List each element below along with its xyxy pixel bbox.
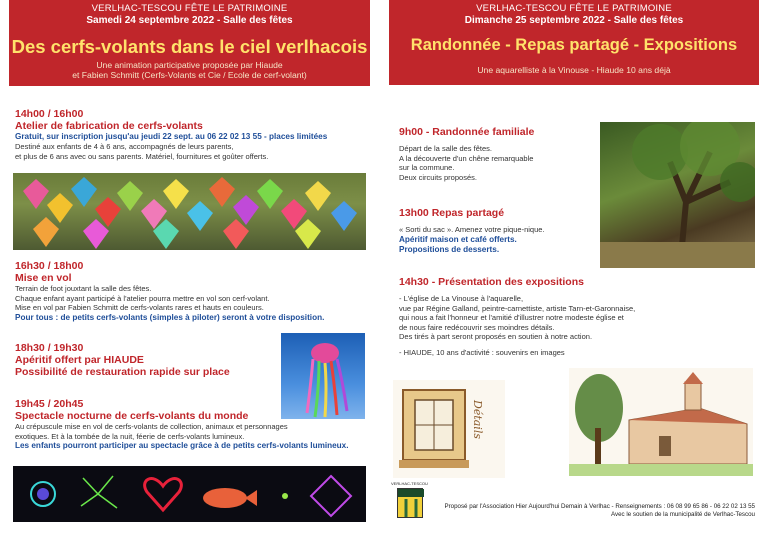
repas-body-1: « Sorti du sac ». Amenez votre pique-nique.	[399, 225, 545, 234]
spectacle-time: 19h45 / 20h45	[15, 398, 84, 410]
kites-workshop-photo	[13, 173, 366, 250]
left-banner	[9, 0, 370, 30]
mise-en-vol-body-1: Terrain de foot jouxtant la salle des fêtes.	[15, 284, 152, 293]
oak-tree-photo	[600, 122, 755, 268]
kite-shape	[117, 181, 143, 211]
atelier-body-2: et plus de 6 ans avec ou sans parents. Matériel, fournitures et goûter offerts.	[15, 151, 269, 161]
atelier-body-1: Destiné aux enfants de 4 à 6 ans, accompagnés de leurs parents,	[15, 142, 234, 151]
kite-shape	[295, 219, 321, 249]
right-section-expositions	[399, 276, 749, 357]
atelier-time: 14h00 / 16h00	[15, 108, 84, 120]
night-kites-illustration	[13, 466, 366, 522]
spectacle-body-1: Au crépuscule mise en vol de cerfs-volants de collection, animaux et personnages	[15, 422, 288, 431]
kite-shape	[187, 201, 213, 231]
kite-shape	[71, 177, 97, 207]
kite-shape	[331, 201, 357, 231]
randonnee-body-2: A la découverte d'un chêne remarquable	[399, 153, 534, 163]
right-section-randonnee	[399, 126, 599, 182]
kite-shape	[47, 193, 73, 223]
painting-detail-label: Détails	[471, 400, 484, 439]
right-section-repas	[399, 207, 599, 255]
window-painting-illustration	[393, 380, 505, 478]
spectacle-title: Spectacle nocturne de cerfs-volants du monde	[15, 410, 249, 422]
left-subtitle-line2: et Fabien Schmitt (Cerfs-Volants et Cie / Ecole de cerf-volant)	[72, 70, 307, 80]
aperitif-time: 18h30 / 19h30	[15, 342, 84, 354]
spectacle-body-2: exotiques. Et à la tombée de la nuit, féerie de cerfs-volants lumineux.	[15, 431, 245, 441]
repas-title: 13h00 Repas partagé	[399, 207, 505, 219]
watercolor-window-painting	[393, 380, 505, 478]
left-banner-date: Samedi 24 septembre 2022 - Salle des fêtes	[86, 15, 293, 26]
watercolor-church-painting	[569, 368, 753, 476]
mise-en-vol-title: Mise en vol	[15, 272, 72, 284]
atelier-title: Atelier de fabrication de cerfs-volants	[15, 120, 203, 132]
left-banner-title: VERLHAC-TESCOU FÊTE LE PATRIMOINE	[91, 3, 288, 14]
left-section-aperitif	[15, 342, 277, 378]
repas-aperitif: Apéritif maison et café offerts.	[399, 234, 517, 244]
footer-line-1: Proposé par l'Association Hier Aujourd'hui Demain à Verlhac - Renseignements : 06 08 99 65 86 - 06 22 02 13 55	[444, 503, 755, 510]
repas-desserts: Propositions de desserts.	[399, 244, 500, 254]
kite-shape	[33, 217, 59, 247]
footer	[429, 503, 755, 519]
right-banner	[389, 0, 759, 30]
footer-line-2: Avec le soutien de la municipalité de Verlhac-Tescou	[611, 511, 755, 518]
right-column-sunday	[389, 0, 759, 530]
right-main-title: Randonnée - Repas partagé - Expositions	[389, 30, 759, 57]
randonnee-title: 9h00 - Randonnée familiale	[399, 126, 535, 138]
expositions-body-2: vue par Régine Galland, peintre-carnettiste, artiste Tarn-et-Garonnaise,	[399, 303, 636, 313]
randonnee-body-3: sur la commune.	[399, 163, 455, 172]
right-banner-date: Dimanche 25 septembre 2022 - Salle des fêtes	[464, 15, 684, 26]
mise-en-vol-body-2: Chaque enfant ayant participé à l'atelier pourra mettre en vol son cerf-volant.	[15, 293, 270, 303]
logo-label: VERLHAC-TESCOU	[391, 481, 428, 486]
left-subtitle	[9, 60, 370, 86]
kite-shape	[23, 179, 49, 209]
spectacle-note: Les enfants pourront participer au spectacle grâce à de petits cerfs-volants lumineux.	[15, 441, 349, 450]
kite-shape	[305, 181, 331, 211]
left-section-spectacle	[15, 398, 367, 451]
right-subtitle: Une aquarelliste à la Vinouse - Hiaude 10 ans déjà	[389, 57, 759, 85]
right-title-block	[389, 30, 759, 85]
left-column-saturday	[9, 0, 370, 530]
kite-shape	[83, 219, 109, 249]
expositions-body-6: - HIAUDE, 10 ans d'activité : souvenirs en images	[399, 347, 565, 357]
randonnee-body-1: Départ de la salle des fêtes.	[399, 144, 492, 153]
verlhac-tescou-logo	[397, 488, 423, 518]
left-section-mise-en-vol	[15, 260, 367, 323]
kite-shape	[209, 177, 235, 207]
restauration-title: Possibilité de restauration rapide sur place	[15, 366, 230, 378]
expositions-body-4: de nous faire redécouvrir ses moindres détails.	[399, 322, 555, 332]
right-banner-title: VERLHAC-TESCOU FÊTE LE PATRIMOINE	[476, 3, 672, 14]
shield-icon	[398, 489, 424, 519]
expositions-title: 14h30 - Présentation des expositions	[399, 276, 584, 288]
night-kites-photo	[13, 466, 366, 522]
aperitif-title: Apéritif offert par HIAUDE	[15, 354, 144, 366]
left-title-block	[9, 30, 370, 86]
mise-en-vol-note: Pour tous : de petits cerfs-volants (simples à piloter) seront à votre disposition.	[15, 312, 325, 322]
left-main-title: Des cerfs-volants dans le ciel verlhacois	[9, 30, 370, 60]
mise-en-vol-body-3: Mise en vol par Fabien Schmitt de cerfs-volants rares et hauts en couleurs.	[15, 303, 264, 312]
randonnee-body-4: Deux circuits proposés.	[399, 172, 477, 182]
expositions-body-3: qui nous a fait l'honneur et l'amitié d'illustrer notre modeste église et	[399, 313, 624, 322]
left-subtitle-line1: Une animation participative proposée par Hiaude	[96, 60, 283, 70]
kite-shape	[257, 179, 283, 209]
mise-en-vol-time: 16h30 / 18h00	[15, 260, 84, 272]
expositions-body-1: - L'église de La Vinouse à l'aquarelle,	[399, 294, 524, 303]
atelier-registration: Gratuit, sur inscription jusqu'au jeudi 22 sept. au 06 22 02 13 55 - places limitées	[15, 132, 328, 141]
oak-tree-illustration	[600, 122, 755, 268]
kite-shape	[163, 179, 189, 209]
church-painting-illustration	[569, 368, 753, 476]
left-section-atelier	[15, 108, 367, 161]
expositions-body-5: Des tirés à part seront proposés en soutien à notre action.	[399, 332, 593, 341]
